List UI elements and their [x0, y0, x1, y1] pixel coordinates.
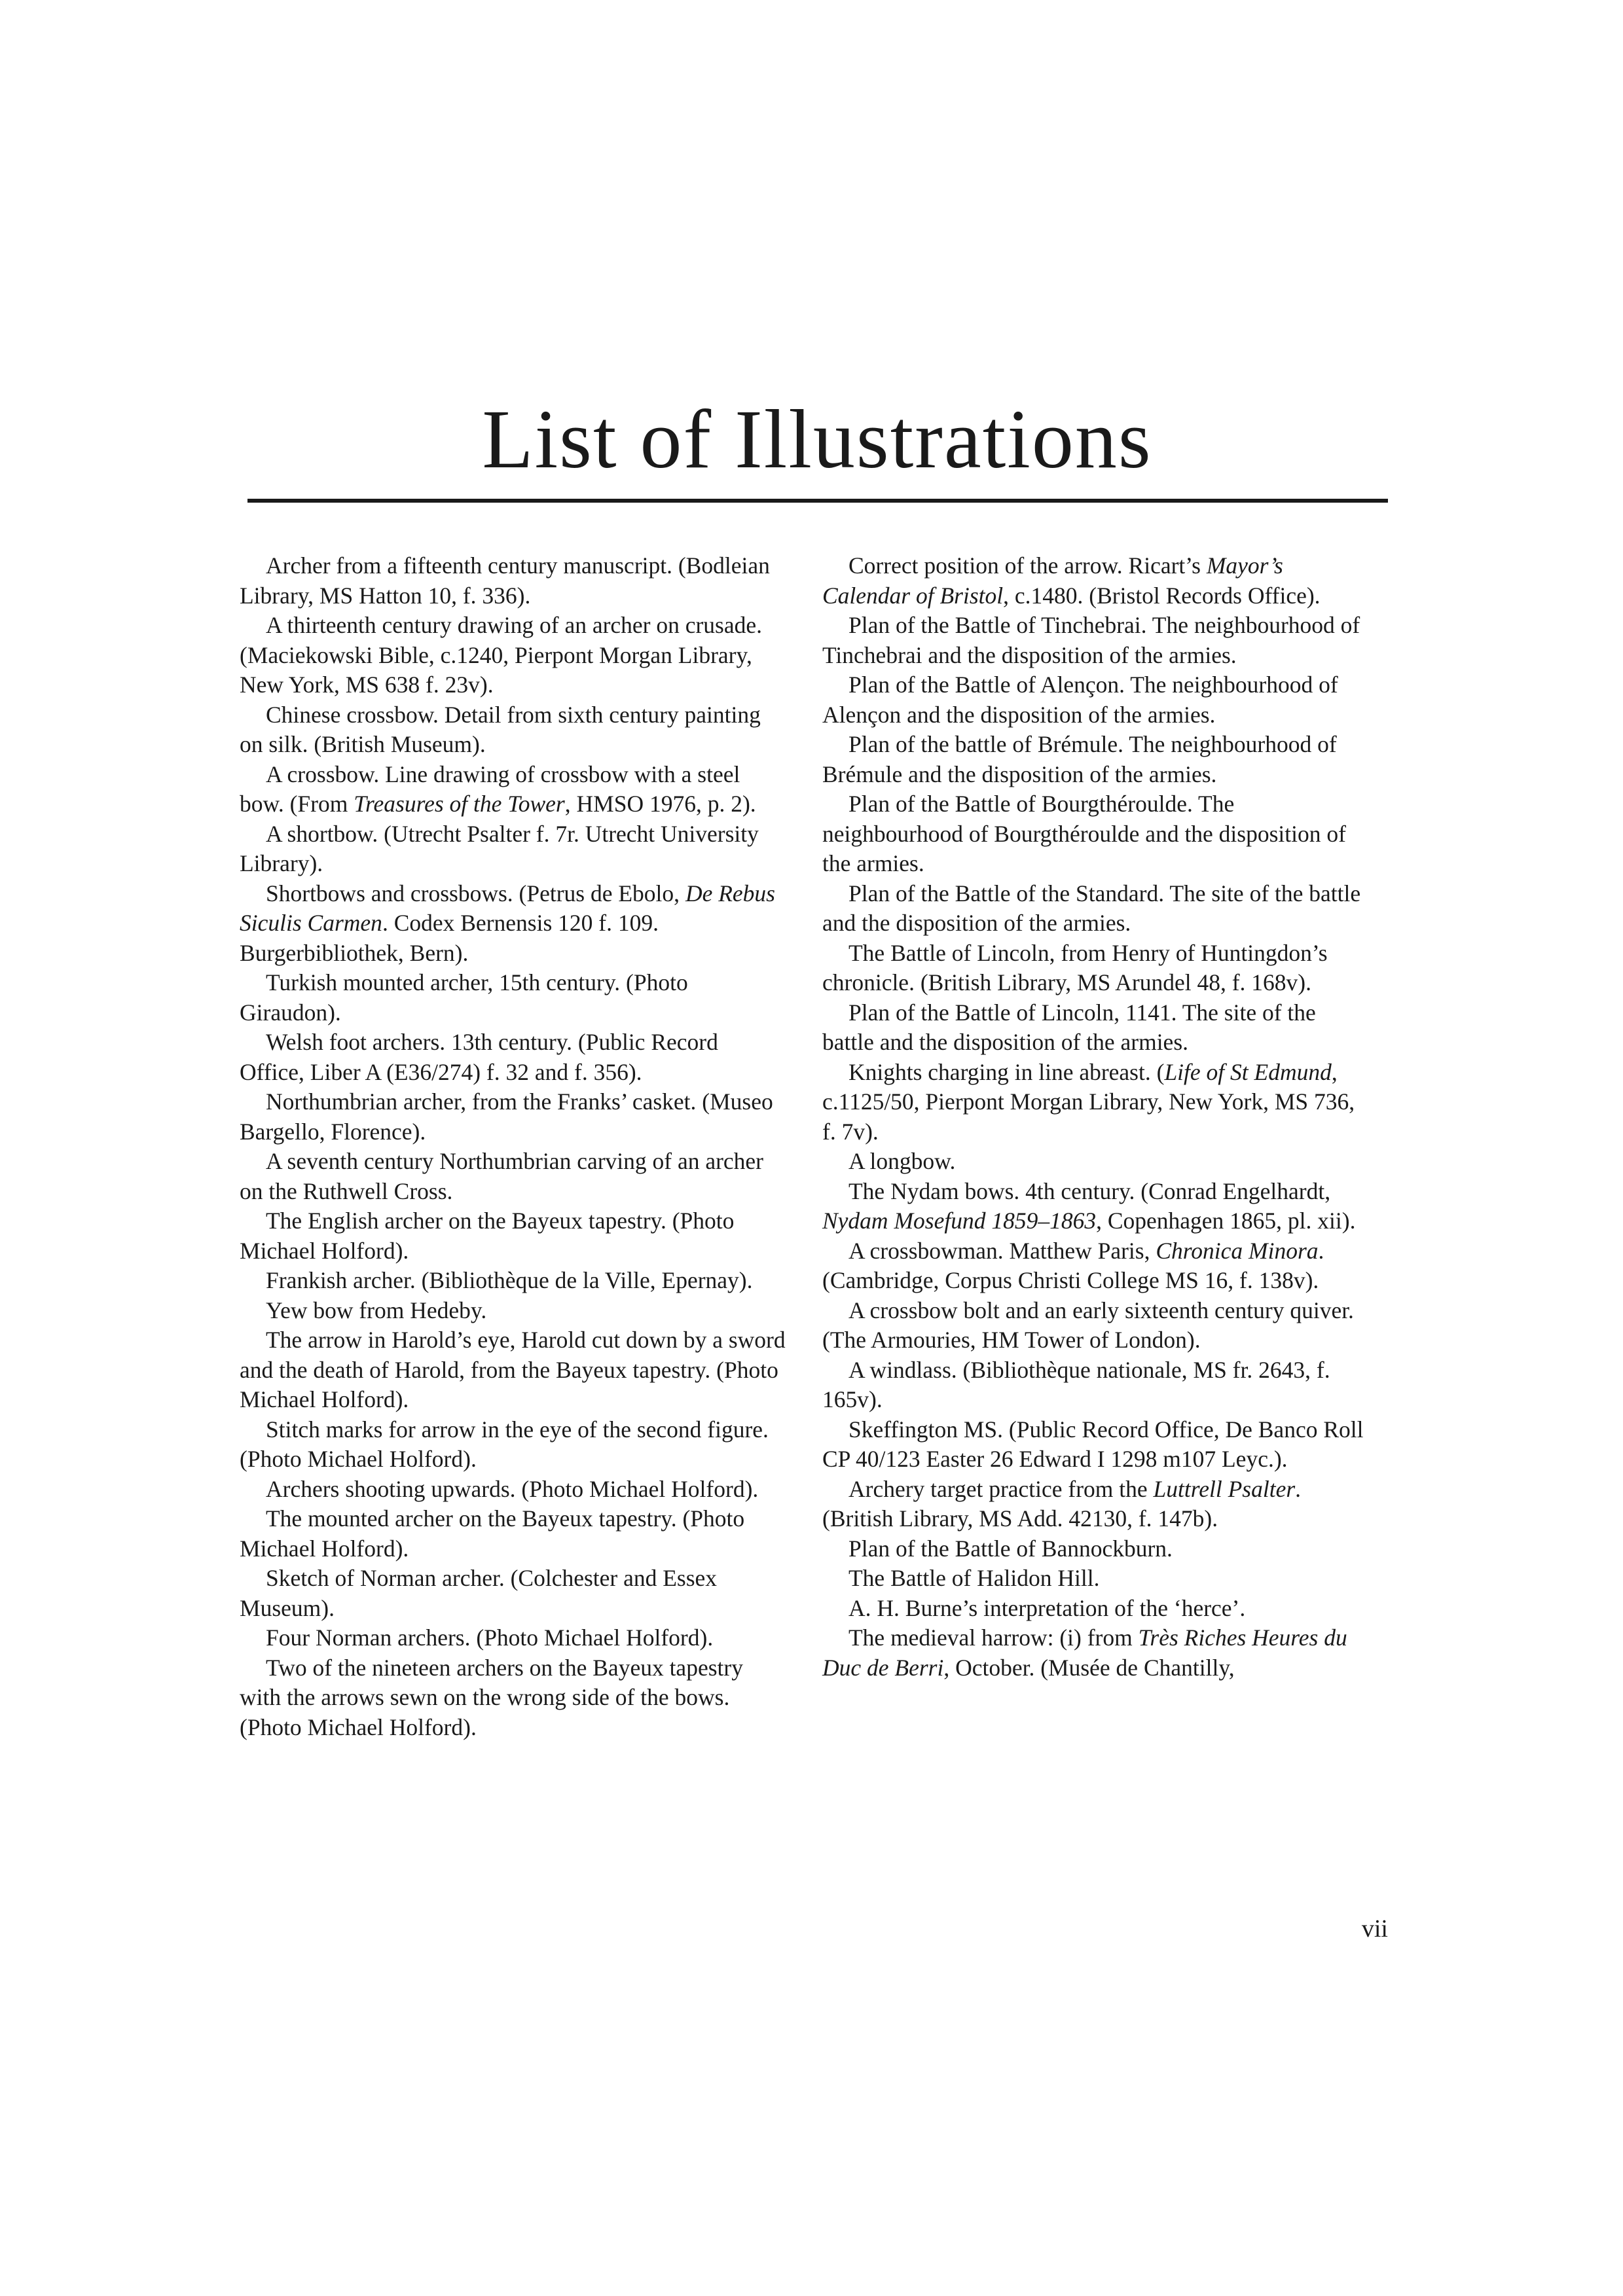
page-title: List of Illustrations [482, 393, 1152, 486]
entry-text: A. H. Burne’s interpretation of the ‘herce’. [848, 1594, 1246, 1621]
entry-text: Welsh foot archers. 13th century. (Public Record Office, Liber A (E36/274) f. 32 and f. 356). [240, 1029, 718, 1085]
illustration-entry [240, 1266, 788, 1296]
entry-text: The medieval harrow: (i) from [848, 1624, 1139, 1651]
illustration-entry [240, 1206, 788, 1266]
entry-text: , Copenhagen 1865, pl. xii). [1096, 1208, 1356, 1234]
italic-title: Nydam Mosefund 1859–1863 [822, 1208, 1097, 1234]
illustration-entry [240, 879, 788, 969]
illustration-entry [822, 1236, 1371, 1296]
illustration-entry [240, 1296, 788, 1326]
illustration-entry [822, 1564, 1371, 1594]
illustration-entry [240, 1653, 788, 1743]
entry-text: Stitch marks for arrow in the eye of the second figure. (Photo Michael Holford). [240, 1416, 769, 1472]
entry-text: Correct position of the arrow. Ricart’s [848, 552, 1207, 579]
illustration-entry [822, 789, 1371, 879]
entry-text: Plan of the Battle of Lincoln, 1141. The site of the battle and the disposition of the armies. [822, 999, 1316, 1055]
title-rule [247, 499, 1388, 503]
entry-text: The Battle of Halidon Hill. [848, 1565, 1100, 1591]
illustration-entry [240, 1028, 788, 1087]
illustration-entry [822, 551, 1371, 611]
entry-text: . (Cambridge, Corpus Christi College MS 16, f. 138v). [822, 1237, 1324, 1293]
illustration-entry [822, 1296, 1371, 1355]
entry-text: Northumbrian archer, from the Franks’ casket. (Museo Bargello, Florence). [240, 1088, 773, 1145]
entry-text: Plan of the battle of Brémule. The neighbourhood of Brémule and the disposition of the armies. [822, 731, 1337, 787]
illustration-entry [240, 1504, 788, 1564]
entry-text: The mounted archer on the Bayeux tapestry. (Photo Michael Holford). [240, 1505, 745, 1562]
entry-text: Plan of the Battle of Bannockburn. [848, 1535, 1173, 1562]
italic-title: De Rebus Siculis Carmen [240, 880, 775, 936]
entry-text: . (British Library, MS Add. 42130, f. 147b). [822, 1475, 1302, 1532]
illustration-entry [240, 611, 788, 700]
illustration-entry [822, 1355, 1371, 1415]
entry-text: Archer from a fifteenth century manuscript. (Bodleian Library, MS Hatton 10, f. 336). [240, 552, 770, 609]
entry-text: The English archer on the Bayeux tapestry. (Photo Michael Holford). [240, 1208, 735, 1264]
italic-title: Luttrell Psalter [1153, 1475, 1296, 1502]
italic-title: Chronica Minora [1156, 1237, 1319, 1264]
entry-text: Plan of the Battle of Alençon. The neighbourhood of Alençon and the disposition of the armies. [822, 672, 1338, 728]
entry-text: A thirteenth century drawing of an archer on crusade. (Maciekowski Bible, c.1240, Pierpont Morgan Library, New York, MS 638 f. 23v). [240, 612, 763, 698]
page-number: vii [1361, 1915, 1388, 1943]
illustration-entry [822, 1177, 1371, 1236]
italic-title: Life of St Edmund [1164, 1058, 1332, 1085]
italic-title: Mayor’s Calendar of Bristol [822, 552, 1283, 609]
entry-text: The Nydam bows. 4th century. (Conrad Engelhardt, [848, 1177, 1331, 1204]
illustration-entry [822, 1534, 1371, 1564]
entry-text: A crossbowman. Matthew Paris, [848, 1237, 1156, 1264]
illustration-entry [240, 1415, 788, 1475]
illustration-entry [240, 1564, 788, 1623]
illustrations-column-right [822, 551, 1371, 1683]
illustration-entry [240, 819, 788, 879]
entry-text: A longbow. [848, 1148, 956, 1174]
entry-text: Chinese crossbow. Detail from sixth century painting on silk. (British Museum). [240, 701, 761, 757]
entry-text: Archery target practice from the [848, 1475, 1154, 1502]
entry-text: The arrow in Harold’s eye, Harold cut down by a sword and the death of Harold, from the Bayeux tapestry. (Photo Michael Holford). [240, 1327, 786, 1412]
entry-text: , HMSO 1976, p. 2). [564, 791, 756, 817]
illustration-entry [240, 1147, 788, 1206]
entry-text: Plan of the Battle of the Standard. The site of the battle and the disposition of the armies. [822, 880, 1361, 936]
entry-text: A shortbow. (Utrecht Psalter f. 7r. Utrecht University Library). [240, 820, 759, 876]
illustration-entry [822, 879, 1371, 939]
illustration-entry [822, 670, 1371, 730]
entry-text: Archers shooting upwards. (Photo Michael Holford). [266, 1475, 759, 1502]
entry-text: A crossbow bolt and an early sixteenth century quiver. (The Armouries, HM Tower of London). [822, 1297, 1354, 1353]
illustration-entry [822, 1594, 1371, 1624]
illustration-entry [822, 730, 1371, 789]
illustration-entry [240, 760, 788, 819]
illustration-entry [822, 939, 1371, 998]
illustration-entry [822, 1415, 1371, 1475]
illustration-entry [822, 1623, 1371, 1683]
entry-text: Turkish mounted archer, 15th century. (Photo Giraudon). [240, 969, 688, 1026]
entry-text: The Battle of Lincoln, from Henry of Huntingdon’s chronicle. (British Library, MS Arundel 48, f. 168v). [822, 939, 1328, 996]
entry-text: . Codex Bernensis 120 f. 109. Burgerbibliothek, Bern). [240, 910, 659, 966]
entry-text: Plan of the Battle of Bourgthéroulde. The neighbourhood of Bourgthéroulde and the disposition of the armies. [822, 791, 1346, 876]
entry-text: Plan of the Battle of Tinchebrai. The neighbourhood of Tinchebrai and the disposition of the armies. [822, 612, 1360, 668]
entry-text: , c.1125/50, Pierpont Morgan Library, New York, MS 736, f. 7v). [822, 1058, 1355, 1145]
entry-text: Frankish archer. (Bibliothèque de la Ville, Epernay). [266, 1267, 753, 1293]
italic-title: Treasures of the Tower [354, 791, 565, 817]
illustration-entry [822, 1147, 1371, 1177]
entry-text: Knights charging in line abreast. ( [848, 1058, 1165, 1085]
entry-text: A seventh century Northumbrian carving of an archer on the Ruthwell Cross. [240, 1148, 764, 1204]
entry-text: Skeffington MS. (Public Record Office, De Banco Roll CP 40/123 Easter 26 Edward I 1298 m107 Leyc.). [822, 1416, 1364, 1472]
entry-text: Shortbows and crossbows. (Petrus de Ebolo, [266, 880, 685, 906]
illustration-entry [240, 1623, 788, 1653]
entry-text: A crossbow. Line drawing of crossbow with a steel bow. (From [240, 761, 740, 817]
illustration-entry [240, 1325, 788, 1415]
illustration-entry [822, 611, 1371, 670]
illustration-entry [240, 551, 788, 611]
entry-text: , c.1480. (Bristol Records Office). [1003, 582, 1321, 609]
illustration-entry [240, 1087, 788, 1147]
entry-text: Two of the nineteen archers on the Bayeux tapestry with the arrows sewn on the wrong side of the bows. (Photo Michael Holford). [240, 1654, 743, 1740]
entry-text: Four Norman archers. (Photo Michael Holford). [266, 1624, 714, 1651]
illustration-entry [822, 998, 1371, 1058]
illustration-entry [240, 968, 788, 1028]
italic-title: Très Riches Heures du Duc de Berri [822, 1624, 1347, 1681]
illustration-entry [822, 1058, 1371, 1147]
entry-text: Sketch of Norman archer. (Colchester and Essex Museum). [240, 1565, 718, 1621]
entry-text: Yew bow from Hedeby. [266, 1297, 487, 1323]
illustration-entry [822, 1475, 1371, 1534]
illustrations-column-left [240, 551, 788, 1742]
entry-text: , October. (Musée de Chantilly, [943, 1654, 1235, 1681]
entry-text: A windlass. (Bibliothèque nationale, MS fr. 2643, f. 165v). [822, 1356, 1330, 1412]
illustration-entry [240, 700, 788, 760]
illustration-entry [240, 1475, 788, 1505]
